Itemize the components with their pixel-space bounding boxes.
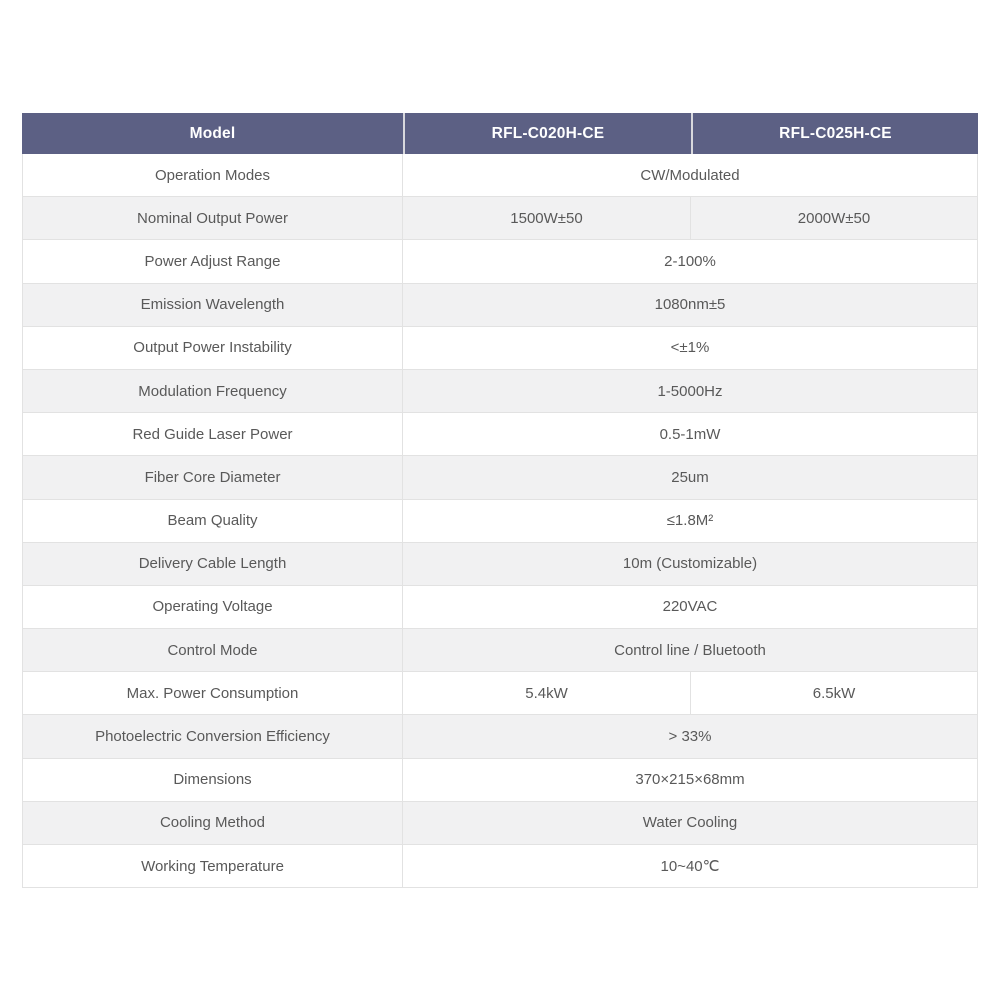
row-value: 10~40℃ <box>660 858 720 876</box>
row-label: Max. Power Consumption <box>23 672 403 714</box>
spec-table <box>22 113 978 888</box>
table-row <box>23 240 977 283</box>
row-value-col2: 2000W±50 <box>797 209 871 227</box>
row-label: Emission Wavelength <box>23 284 403 326</box>
row-label: Operating Voltage <box>23 586 403 628</box>
table-row <box>23 543 977 586</box>
row-label: Photoelectric Conversion Efficiency <box>23 715 403 757</box>
row-label: Dimensions <box>23 759 403 801</box>
table-row <box>23 327 977 370</box>
row-value: 220VAC <box>662 598 718 616</box>
table-row <box>23 845 977 888</box>
table-row <box>23 629 977 672</box>
row-label: Delivery Cable Length <box>23 543 403 585</box>
table-row <box>23 370 977 413</box>
table-row <box>23 759 977 802</box>
row-value: 25um <box>671 468 709 486</box>
row-label: Output Power Instability <box>23 327 403 369</box>
row-label: Operation Modes <box>23 154 403 196</box>
row-label: Control Mode <box>23 629 403 671</box>
table-row <box>23 413 977 456</box>
row-label: Working Temperature <box>23 845 403 887</box>
row-value: ≤1.8M² <box>666 512 714 530</box>
row-label: Red Guide Laser Power <box>23 413 403 455</box>
header-cell-model-1: RFL-C020H-CE <box>403 113 691 154</box>
table-row <box>23 456 977 499</box>
row-value: Water Cooling <box>642 814 738 832</box>
row-label: Fiber Core Diameter <box>23 456 403 498</box>
row-label: Beam Quality <box>23 500 403 542</box>
row-value: 2-100% <box>664 252 716 270</box>
row-value: 1-5000Hz <box>657 382 723 400</box>
table-row <box>23 284 977 327</box>
row-value-col1: 5.4kW <box>403 672 691 714</box>
header-cell-model-2: RFL-C025H-CE <box>691 113 978 154</box>
row-label: Nominal Output Power <box>23 197 403 239</box>
table-row <box>23 802 977 845</box>
header-cell-model: Model <box>189 124 236 142</box>
table-row <box>23 672 977 715</box>
row-label: Cooling Method <box>23 802 403 844</box>
row-value: 0.5-1mW <box>659 425 721 443</box>
row-label: Modulation Frequency <box>23 370 403 412</box>
row-value: 1080nm±5 <box>654 296 726 314</box>
row-value: <±1% <box>670 339 710 357</box>
table-row <box>23 197 977 240</box>
row-value-col2: 6.5kW <box>812 684 856 702</box>
table-body <box>22 154 978 888</box>
table-row <box>23 500 977 543</box>
row-value: 10m (Customizable) <box>622 555 758 573</box>
row-value: > 33% <box>668 728 712 746</box>
row-label: Power Adjust Range <box>23 240 403 282</box>
row-value: CW/Modulated <box>640 166 740 184</box>
row-value: 370×215×68mm <box>635 771 745 789</box>
table-row <box>23 154 977 197</box>
row-value: Control line / Bluetooth <box>614 641 766 659</box>
table-row <box>23 586 977 629</box>
row-value-col1: 1500W±50 <box>403 197 691 239</box>
table-header-row <box>22 113 978 154</box>
table-row <box>23 715 977 758</box>
